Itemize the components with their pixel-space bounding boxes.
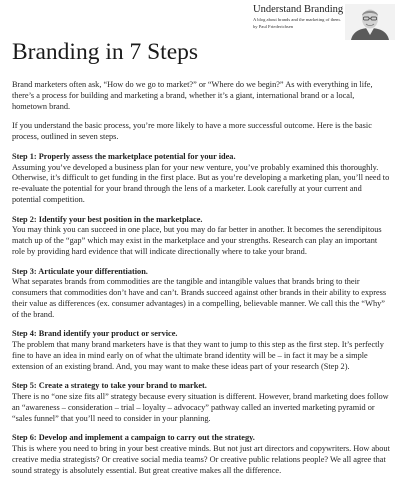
step-heading: Step 5: Create a strategy to take your brand to market. [12,381,207,391]
step-heading: Step 6: Develop and implement a campaign to carry out the strategy. [12,433,255,443]
intro-paragraph: Brand marketers often ask, “How do we go to market?” or “Where do we begin?” As with everything in life, there’s a process for building and marketing a brand, whether it’s a giant, international brand or a local, hometown brand. [12,80,373,111]
step-heading: Step 4: Brand identify your product or service. [12,329,178,339]
article-title: Branding in 7 Steps [12,39,199,65]
step-body: There is no “one size fits all” strategy because every situation is different. However, brand marketing does follow an “awareness – consideration – trial – loyalty – advocacy” pathway called an inverted marketing pyramid or “sales funnel” that you’ll need to consider in your planning. [12,392,389,423]
step-heading: Step 2: Identify your best position in the marketplace. [12,214,203,224]
tagline-text: A blog about brands and the marketing of them. [253,17,341,22]
step-section [12,329,390,372]
article-body [12,80,390,485]
blog-masthead [253,4,395,40]
step-heading: Step 3: Articulate your differentiation. [12,266,148,276]
blog-tagline [253,17,341,30]
step-body: This is where you need to bring in your best creative minds. But not just art directors and copywriters. How about creative media strategists? Or creative social media teams? Or creative public relations people? We all agree that sound strategy is absolutely essential. But great creative makes all the difference. [12,444,390,475]
step-section [12,152,390,206]
intro-paragraph: If you understand the basic process, you’re more likely to have a more successful outcome. Here is the basic process, outlined in seven steps. [12,121,372,141]
step-heading: Step 1: Properly assess the marketplace potential for your idea. [12,151,236,161]
step-section [12,215,390,258]
blog-title[interactable]: Understand Branding [253,4,344,15]
step-body: The problem that many brand marketers have is that they want to jump to this step as the first step. It’s perfectly fine to have an idea in mind early on of what the ultimate brand identity will be – in fact it may be a simple extension of an existing brand. And, you may want to make these ideas part of your research (Step 2). [12,340,384,371]
step-section [12,267,390,321]
author-portrait [345,4,395,40]
step-section [12,433,390,476]
step-body: What separates brands from commodities are the tangible and intangible values that brands bring to their consumers that commodities don’t have and can’t. Brands succeed against other brands in their ability to express their value as differences (ex. consumer advantages) in a compelling, believable manner. We call this the “Why” of the brand. [12,277,387,319]
step-body: You may think you can succeed in one place, but you may do far better in another. It becomes the serendipitous match up of the “gap” which may exist in the marketplace and your strengths. Research can play an important role by providing hard evidence that will indicate directionally where to take your brand. [12,225,382,256]
author-byline: by Paul Friederichsen [253,23,294,29]
step-section [12,381,390,424]
step-body: Assuming you’ve developed a business plan for your new venture, you’ve probably examined this thoroughly. Otherwise, it’s difficult to get funding in the first place. But as you’re developing a marketing plan, you’ll need to re-evaluate the potential for your brand through the lens of a marketer. Look carefully at your current and potential competition. [12,162,390,204]
